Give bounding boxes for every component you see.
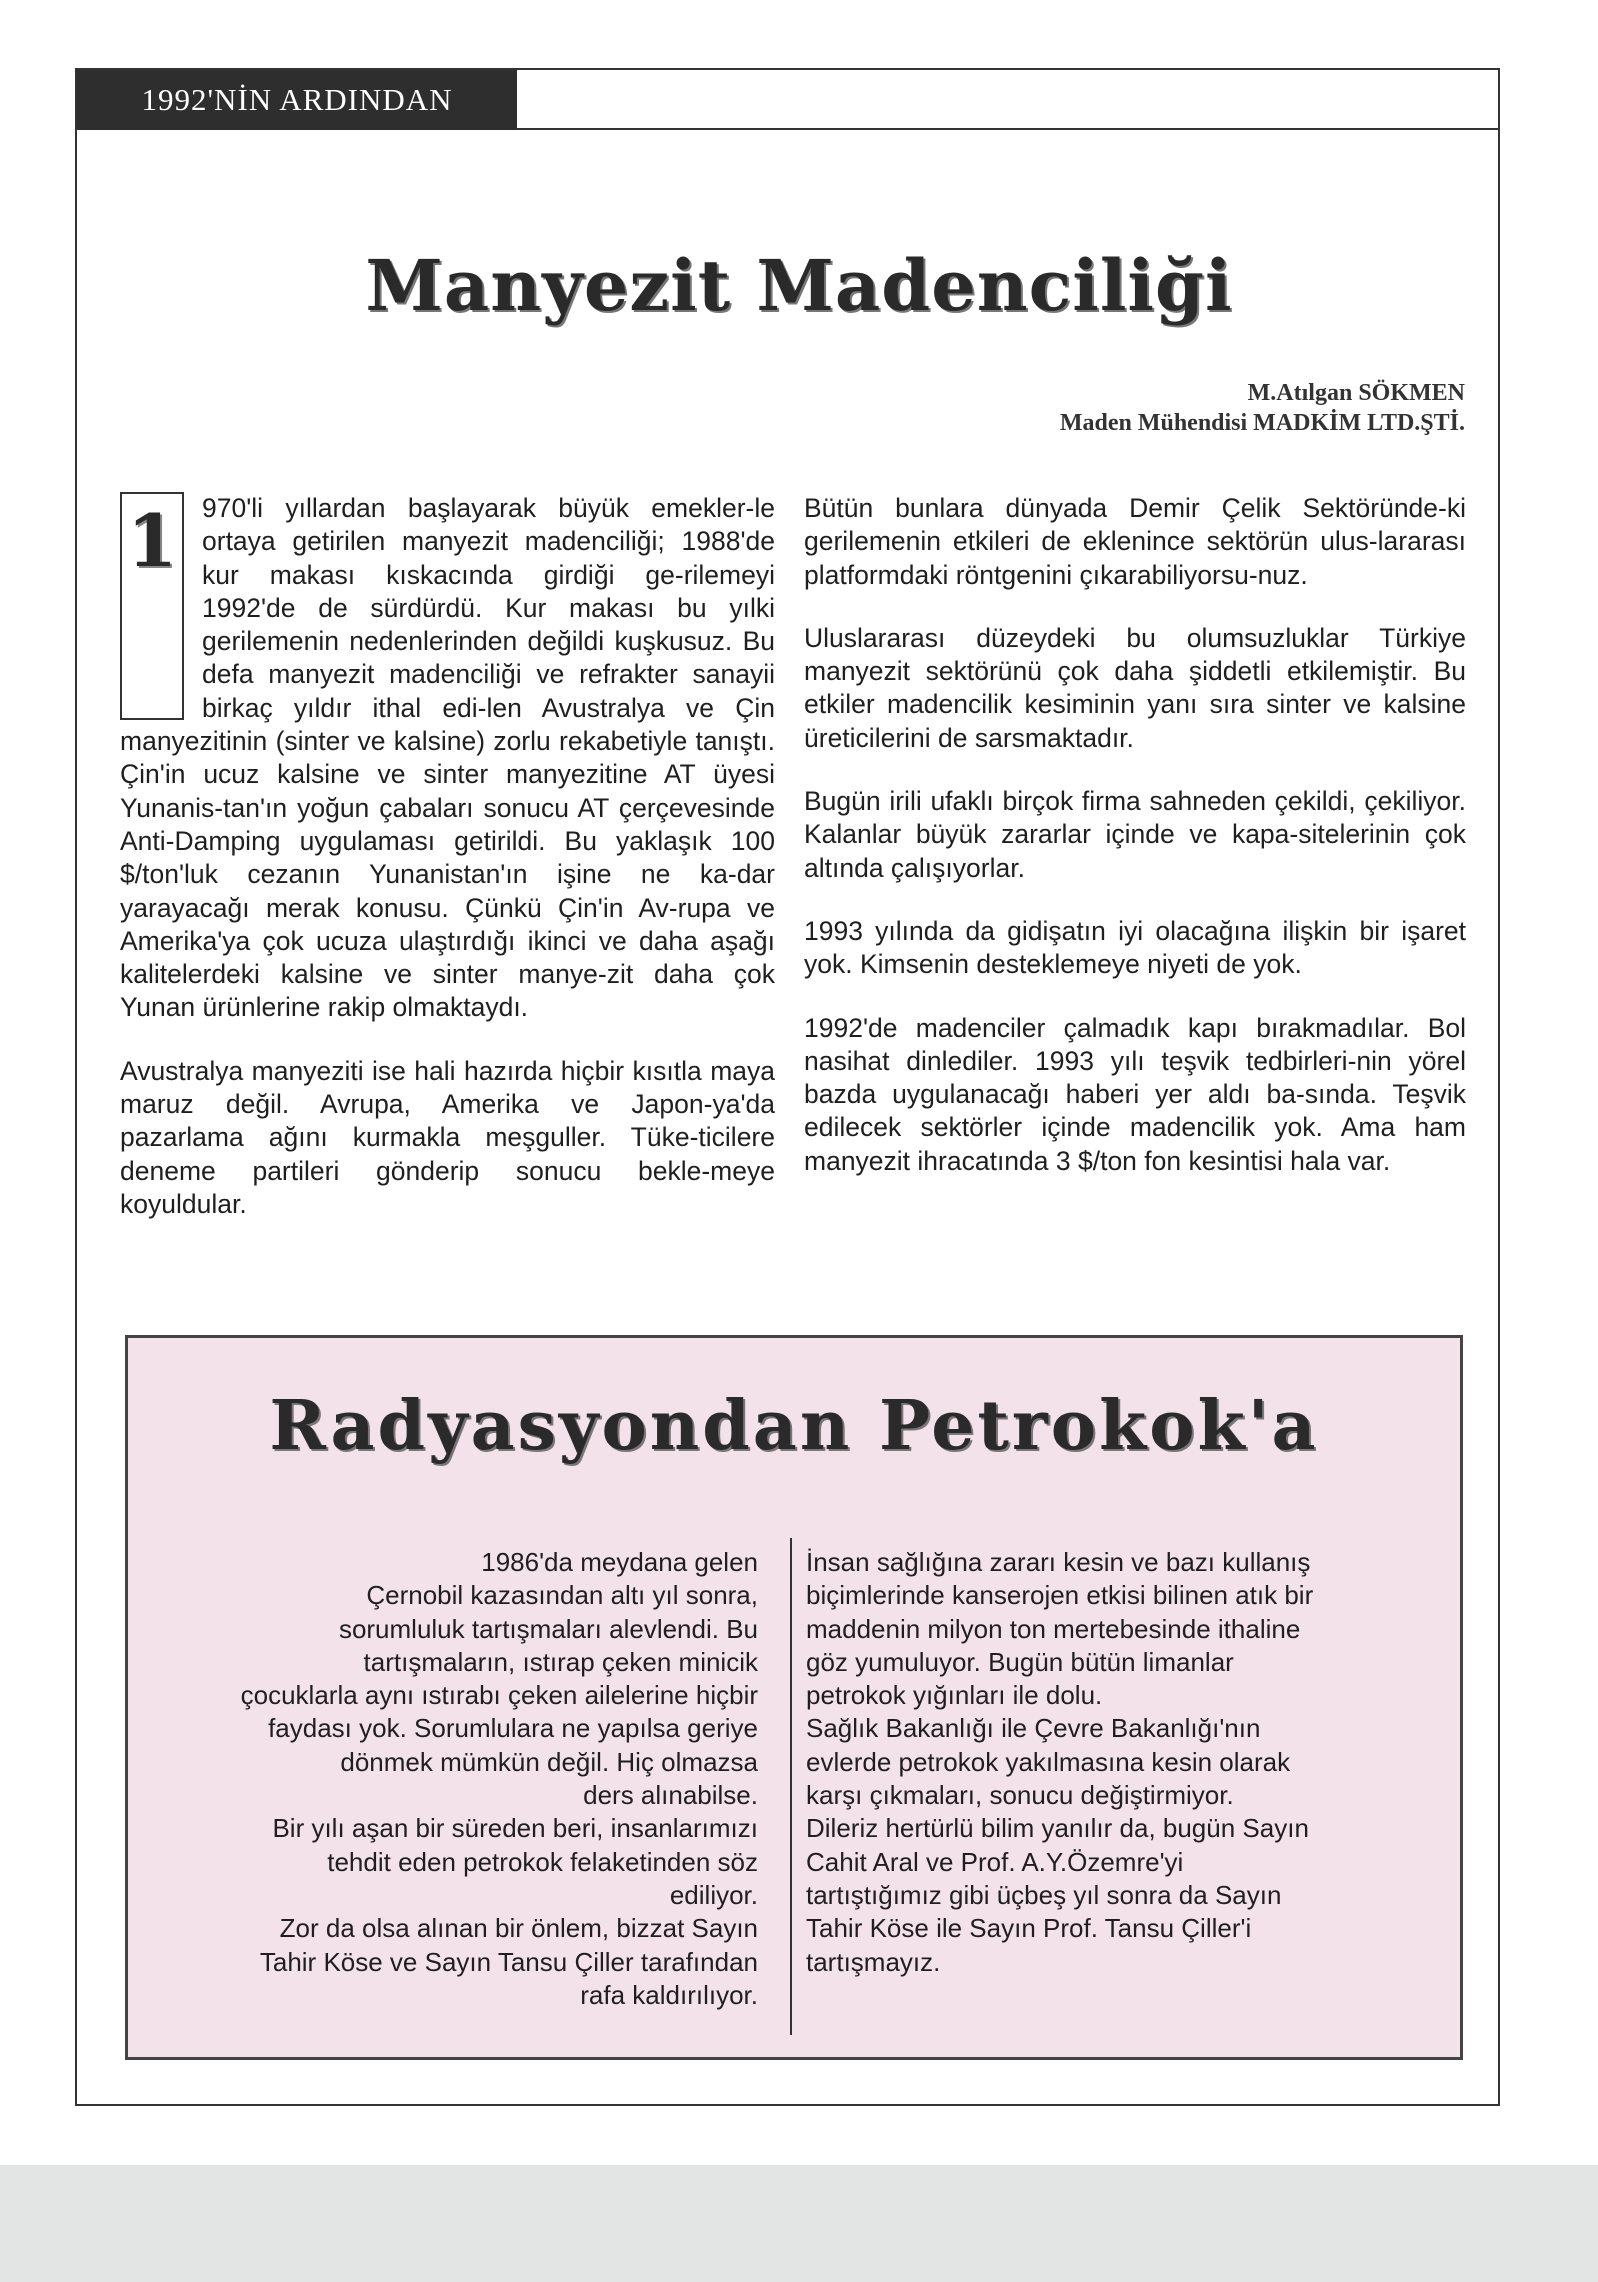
text-line: İnsan sağlığına zararı kesin ve bazı kullanış [806, 1547, 1311, 1577]
text-line: göz yumuluyor. Bugün bütün limanlar [806, 1646, 1234, 1677]
text-line: Bir yılı aşan bir süreden beri, insanlarımızı [272, 1813, 758, 1844]
text-line: Cahit Aral ve Prof. A.Y.Özemre'yi [806, 1846, 1184, 1877]
text-line: tartışmayız. [806, 1946, 941, 1977]
text-line: dönmek mümkün değil. Hiç olmazsa [340, 1746, 758, 1777]
text-line: tartışmaların, ıstırap çeken minicik [363, 1646, 758, 1677]
box-title: Radyasyondan Petrokok'a [269, 1386, 1319, 1466]
paragraph: 1993 yılında da gidişatın iyi olacağına ilişkin bir işaret yok. Kimsenin desteklemeye niyeti de yok. [804, 915, 1466, 980]
text-line: tartıştığımız gibi üçbeş yıl sonra da Sayın [806, 1879, 1282, 1910]
article-title: Manyezit Madenciliği [365, 244, 1233, 327]
dropcap: 1 [120, 492, 184, 720]
text-line: çocuklarla aynı ıstırabı çeken ailelerine hiçbir [240, 1680, 758, 1711]
article-right-column [804, 492, 1466, 1208]
paragraph [120, 492, 775, 1025]
section-tab: 1992'NİN ARDINDAN [77, 70, 517, 130]
text-line: karşı çıkmaları, sonucu değiştirmiyor. [806, 1780, 1234, 1811]
author-name: M.Atılgan SÖKMEN [1247, 380, 1465, 406]
paragraph-text: 970'li yıllardan başlayarak büyük emekler-le ortaya getirilen manyezit madenciliği; 1988'de kur makası kıskacında girdiği ge-rilemeyi 1992'de de sürdürdü. Kur makası bu yılki gerilemenin nedenlerinden değildi kuşkusuz. Bu defa manyezit madenciliği ve refrakter sanayii birkaç yıldır ithal edi-len Avustralya ve Çin manyezitinin (sinter ve kalsine) zorlu rekabetiyle tanıştı. Çin'in ucuz kalsine ve sinter manyezitine AT üyesi Yunanis-tan'ın yoğun çabaları sonucu AT çerçevesinde Anti-Damping uygulaması getirildi. Bu yaklaşık 100 $/ton'luk cezanın Yunanistan'ın işine ne ka-dar yarayacağı merak konusu. Çünkü Çin'in Av-rupa ve Amerika'ya çok ucuza ulaştırdığı ikinci ve daha aşağı kalitelerdeki kalsine ve sinter manye-zit daha çok Yunan ürünlerine rakip olmaktaydı. [120, 493, 775, 1023]
paragraph: Bütün bunlara dünyada Demir Çelik Sektöründe-ki gerilemenin etkileri de eklenince sektörün ulus-lararası platformdaki röntgenini çıkarabiliyorsu-nuz. [804, 493, 1466, 590]
paragraph: 1992'de madenciler çalmadık kapı bırakmadılar. Bol nasihat dinlediler. 1993 yılı teşvik tedbirleri-nin yörel bazda uygulanacağı haberi yer aldı ba-sında. Teşvik edilecek sektörler içinde madencilik yok. Ama ham manyezit ihracatında 3 $/ton fon kesintisi hala var. [804, 1012, 1466, 1176]
sidebar-box [125, 1335, 1463, 2060]
text-line: Sağlık Bakanlığı ile Çevre Bakanlığı'nın [806, 1713, 1261, 1744]
scan-margin [0, 2165, 1598, 2282]
text-line: ders alınabilse. [583, 1780, 758, 1811]
text-line: rafa kaldırılıyor. [580, 1979, 758, 2010]
text-line: Çernobil kazasından altı yıl sonra, [366, 1580, 758, 1611]
article-left-column [120, 492, 775, 1251]
paragraph: Bugün irili ufaklı birçok firma sahneden çekildi, çekiliyor. Kalanlar büyük zararlar içinde ve kapa-sitelerinin çok altında çalışıyorlar. [804, 786, 1466, 883]
text-line: maddenin milyon ton mertebesinde ithaline [806, 1613, 1301, 1644]
text-line: sorumluluk tartışmaları alevlendi. Bu [338, 1613, 758, 1644]
paragraph: Uluslararası düzeydeki bu olumsuzluklar Türkiye manyezit sektörünü çok daha şiddetli etkilemiştir. Bu etkiler madencilik kesiminin yanı sıra sinter ve kalsine üreticilerini de sarsmaktadır. [804, 622, 1466, 753]
text-line: Dileriz hertürlü bilim yanılır da, bugün Sayın [806, 1813, 1309, 1844]
text-line: tehdit eden petrokok felaketinden söz [327, 1846, 758, 1877]
paragraph: Avustralya manyeziti ise hali hazırda hiçbir kısıtla maya maruz değil. Avrupa, Amerika ve Japon-ya'da pazarlama ağını kurmakla meşguller. Tüke-ticilere deneme partileri gönderip sonucu bekle-meye koyuldular. [120, 1055, 775, 1219]
column-divider [790, 1538, 792, 2035]
text-line: Zor da olsa alınan bir önlem, bizzat Sayın [279, 1913, 758, 1944]
text-line: petrokok yığınları ile dolu. [806, 1680, 1103, 1711]
box-right-column [806, 1546, 1366, 1979]
text-line: biçimlerinde kanserojen etkisi bilinen atık bir [806, 1580, 1314, 1611]
text-line: ediliyor. [669, 1879, 758, 1910]
box-left-column [128, 1546, 758, 2012]
text-line: Tahir Köse ve Sayın Tansu Çiller tarafından [259, 1946, 758, 1977]
text-line: faydası yok. Sorumlulara ne yapılsa geriye [268, 1713, 758, 1744]
byline [1060, 378, 1465, 438]
text-line: 1986'da meydana gelen [481, 1547, 758, 1577]
text-line: Tahir Köse ile Sayın Prof. Tansu Çiller'i [806, 1913, 1252, 1944]
author-affiliation: Maden Mühendisi MADKİM LTD.ŞTİ. [1059, 410, 1465, 436]
text-line: evlerde petrokok yakılmasına kesin olarak [806, 1746, 1291, 1777]
